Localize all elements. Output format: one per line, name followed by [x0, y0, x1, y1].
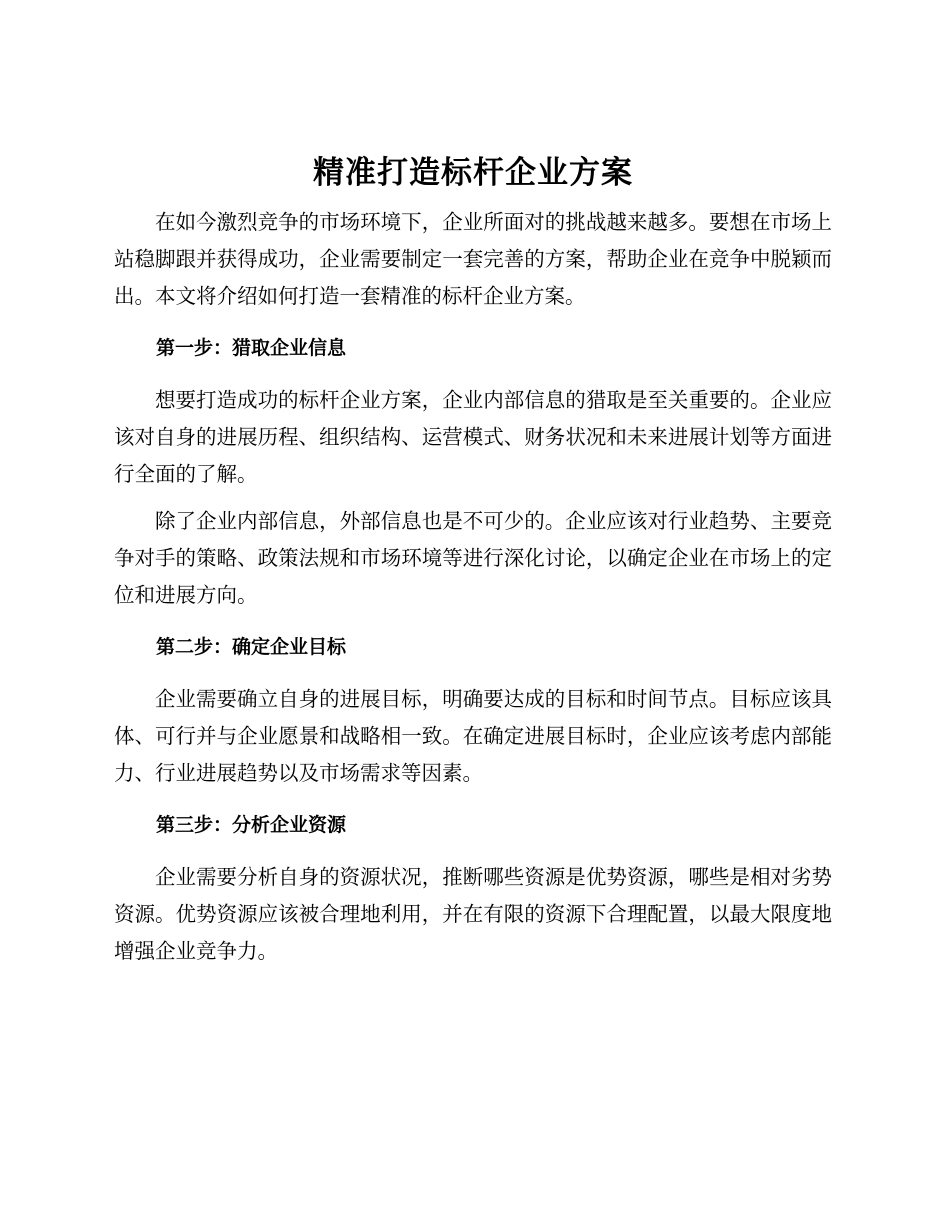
- intro-paragraph: 在如今激烈竞争的市场环境下，企业所面对的挑战越来越多。要想在市场上站稳脚跟并获得成功，企业需要制定一套完善的方案，帮助企业在竞争中脱颖而出。本文将介绍如何打造一套精准的标杆企业方案。: [114, 210, 832, 308]
- step-3-paragraph-1: 企业需要分析自身的资源状况，推断哪些资源是优势资源，哪些是相对劣势资源。优势资源应该被合理地利用，并在有限的资源下合理配置，以最大限度地增强企业竞争力。: [114, 865, 832, 963]
- step-2-heading: 第二步：确定企业目标: [156, 636, 347, 658]
- step-1-heading: 第一步：猎取企业信息: [156, 337, 347, 359]
- step-1-paragraph-1: 想要打造成功的标杆企业方案，企业内部信息的猎取是至关重要的。企业应该对自身的进展历程、组织结构、运营模式、财务状况和未来进展计划等方面进行全面的了解。: [114, 388, 832, 486]
- document-title: 精准打造标杆企业方案: [313, 155, 633, 191]
- step-1-paragraph-2: 除了企业内部信息，外部信息也是不可少的。企业应该对行业趋势、主要竞争对手的策略、政策法规和市场环境等进行深化讨论，以确定企业在市场上的定位和进展方向。: [114, 509, 832, 607]
- step-3-heading: 第三步：分析企业资源: [156, 814, 347, 836]
- step-2-paragraph-1: 企业需要确立自身的进展目标，明确要达成的目标和时间节点。目标应该具体、可行并与企业愿景和战略相一致。在确定进展目标时，企业应该考虑内部能力、行业进展趋势以及市场需求等因素。: [114, 687, 832, 785]
